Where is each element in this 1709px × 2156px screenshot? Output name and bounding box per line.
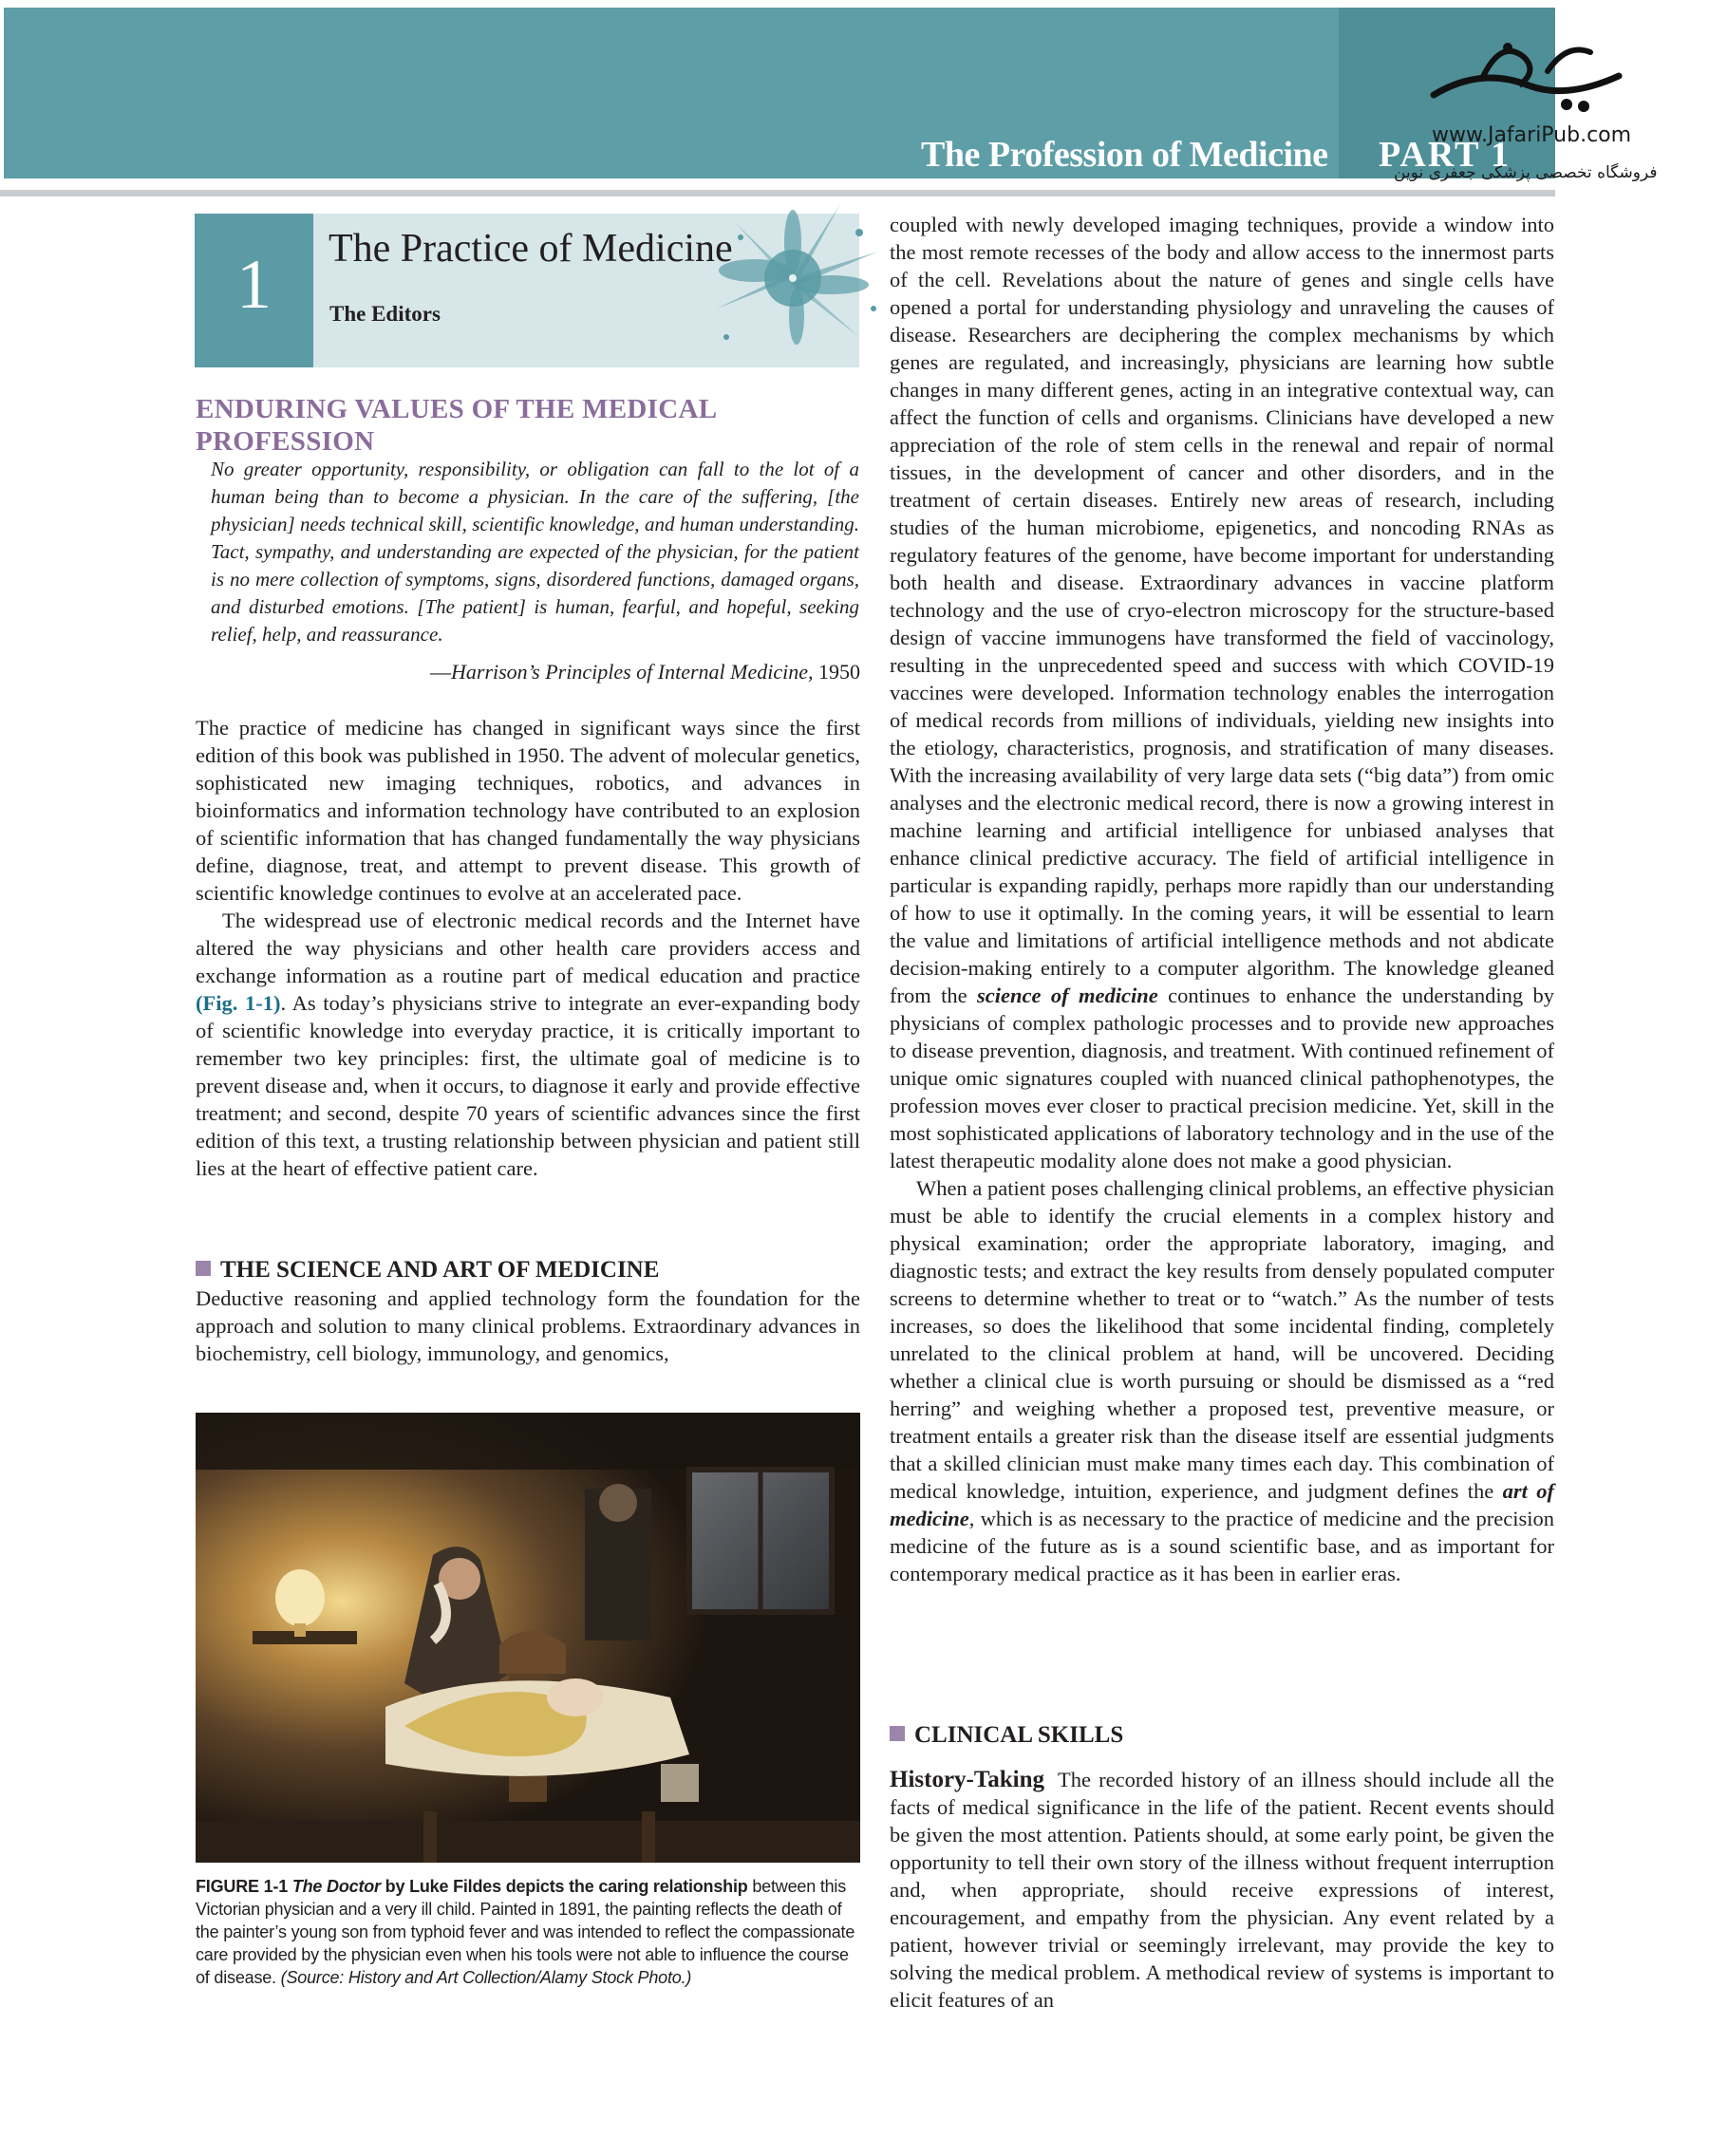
watermark-url: www.JafariPub.com	[1432, 123, 1632, 147]
intro-paragraph-1: The practice of medicine has changed in significant ways since the first edition of this book was published in 1950. The advent of molecular genetics, sophisticated new imaging techniques, robotics, and advances in bioinformatics and information technology have contributed to an explosion of scientific information that has changed fundamentally the way physicians define, diagnose, treat, and attempt to prevent disease. This growth of scientific knowledge continues to evolve at an accelerated pace.	[196, 716, 860, 905]
figure-reference-link[interactable]: (Fig. 1-1)	[196, 991, 281, 1015]
section-heading-clinical-skills	[890, 1721, 1123, 1750]
intro-paragraph-2	[196, 907, 860, 1182]
epigraph-source-year: 1950	[813, 660, 860, 684]
science-art-paragraph-1-left: Deductive reasoning and applied technology form the foundation for the approach and solution to many clinical problems. Extraordinary advances in biochemistry, cell biology, immunology, and genomics,	[196, 1286, 860, 1365]
science-art-p1-part-a: coupled with newly developed imaging techniques, provide a window into the most remote recesses of the body and allow access to the innermost parts of the cell. Revelations about the nature of genes and single cells have opened a portal for understanding physiology and unraveling the causes of disease. Researchers are deciphering the complex mechanisms by which genes are regulated, and increasingly, physicians are learning how subtle changes in many different genes, acting in an integrative contextual way, can affect the function of cells and organisms. Clinicians have developed a new appreciation of the role of stem cells in the renewal and repair of normal tissues, in the development of cancer and other disorders, and in the treatment of certain diseases. Entirely new areas of research, including studies of the human microbiome, epigenetics, and noncoding RNAs as regulatory features of the genome, have become important for understanding both health and disease. Extraordinary advances in vaccine platform technology and the use of cryo-electron microscopy for the structure-based design of vaccine immunogens have transformed the field of vaccinology, resulting in the unprecedented speed and success with which COVID-19 vaccines were developed. Information technology enables the interrogation of medical records from millions of individuals, yielding new insights into the etiology, characteristics, prognosis, and stratification of many diseases. With the increasing availability of very large data sets (“big data”) from omic analyses and the electronic medical record, there is now a growing interest in machine learning and artificial intelligence for unbiased analyses that enhance clinical predictive accuracy. The field of artificial intelligence in particular is expanding rapidly, perhaps more rapidly than our understanding of how to use it optimally. In the coming years, it will be essential to learn the value and limitations of artificial intelligence methods and not abdicate decision-making entirely to a computer algorithm. The knowledge gleaned from the	[890, 213, 1554, 1007]
science-art-p2-part-a: When a patient poses challenging clinical problems, an effective physician must be able to identify the crucial elements in a complex history and physical examination; order the appropriate laboratory, imaging, and diagnostic tests; and extract the key results from densely populated computer screens to determine whether to treat or to “watch.” As the number of tests increases, so does the likelihood that some incidental finding, completely unrelated to the clinical problem at hand, will be uncovered. Deciding whether a clinical clue is worth pursuing or should be dismissed as a “red herring” and weighing whether a proposed test, preventive measure, or treatment entails a greater risk than the disease itself are essential judgments that a skilled clinician must make many times each day. This combination of medical knowledge, intuition, experience, and judgment defines the	[890, 1176, 1554, 1503]
epigraph-source-title: Harrison’s Principles of Internal Medicine,	[451, 660, 814, 684]
figure-title-italic: The Doctor	[291, 1877, 381, 1896]
chapter-author: The Editors	[329, 302, 441, 326]
history-taking-runin-heading: History-Taking	[890, 1767, 1045, 1792]
science-of-medicine-term: science of medicine	[977, 984, 1158, 1007]
figure-1-1-caption	[196, 1875, 860, 1989]
section-square-icon	[890, 1726, 905, 1741]
epigraph-dash: —	[430, 660, 451, 684]
science-art-p1-part-b: continues to enhance the understanding by physicians of complex pathologic processes and to provide new approaches to disease prevention, diagnosis, and treatment. With continued refinement of unique omic signatures coupled with nuanced clinical pathophenotypes, the profession moves ever closer to practical precision medicine. Yet, skill in the most sophisticated applications of laboratory technology and in the use of the latest therapeutic modality alone does not make a good physician.	[890, 984, 1554, 1172]
science-art-right-text	[890, 211, 1554, 1587]
watermark-store-name: فروشگاه تخصصی پزشکی جعفری نوین	[1394, 163, 1658, 182]
figure-1-1-painting	[196, 1413, 860, 1863]
intro-text	[196, 714, 860, 1182]
ink-splash-decoration	[698, 195, 888, 366]
figure-label: FIGURE 1-1	[196, 1877, 289, 1896]
art-of-medicine-term: art of medicine	[890, 1479, 1555, 1530]
section-heading-science-art-label: THE SCIENCE AND ART OF MEDICINE	[220, 1257, 660, 1283]
chapter-title: The Practice of Medicine	[329, 227, 733, 271]
the-doctor-painting-image	[196, 1413, 860, 1863]
epigraph-source	[196, 658, 860, 685]
section-heading-enduring-values: ENDURING VALUES OF THE MEDICAL PROFESSION	[196, 394, 716, 457]
history-taking-text: The recorded history of an illness should include all the facts of medical significance in the life of the patient. Recent events should be given the most attention. Patients should, at some early point, be given the opportunity to tell their own story of the illness without frequent interruption and, when appropriate, should receive expressions of interest, encouragement, and empathy from the physician. Any event related by a patient, however trivial or seemingly irrelevant, may provide the key to solving the medical problem. A methodical review of systems is important to elicit features of an	[890, 1768, 1554, 2012]
section-heading-clinical-skills-label: CLINICAL SKILLS	[914, 1722, 1124, 1748]
section-square-icon	[196, 1261, 211, 1276]
watermark-logo	[1424, 28, 1633, 123]
figure-caption-text: between this Victorian physician and a very ill child. Painted in 1891, the painting reflects the death of the painter’s young son from typhoid fever and was intended to reflect the compassionate care provided by the physician even when his tools were not able to influence the course of disease.	[196, 1877, 855, 1987]
science-art-p2-part-b: , which is as necessary to the practice of medicine and the precision medicine of the future as is a sound scientific base, and as important for contemporary medical practice as it has been in earlier eras.	[890, 1507, 1554, 1585]
intro-paragraph-2-part-b: . As today’s physicians strive to integrate an ever-expanding body of scientific knowledge into everyday practice, it is critically important to remember two key principles: first, the ultimate goal of medicine is to prevent disease and, when it occurs, to diagnose it early and provide effective treatment; and second, despite 70 years of scientific advances since the first edition of this text, a trusting relationship between physician and patient still lies at the heart of effective patient care.	[196, 991, 860, 1180]
science-art-paragraph-2	[890, 1174, 1554, 1587]
part-label: PART 1	[1379, 135, 1512, 175]
section-heading-science-art	[196, 1256, 659, 1284]
chapter-number: 1	[195, 214, 313, 367]
svg-text:جعفری: جعفری	[1529, 119, 1531, 120]
science-art-left-text	[196, 1284, 860, 1367]
intro-paragraph-2-part-a: The widespread use of electronic medical records and the Internet have altered the way physicians and other health care providers access and exchange information as a routine part of medical education and practice	[196, 909, 860, 987]
figure-caption-bold: by Luke Fildes depicts the caring relationship	[380, 1877, 748, 1896]
clinical-skills-text	[890, 1766, 1554, 2014]
figure-source: (Source: History and Art Collection/Alamy Stock Photo.)	[280, 1968, 692, 1987]
history-taking-paragraph	[890, 1766, 1554, 2014]
science-art-paragraph-1-right	[890, 211, 1554, 1174]
epigraph-quote: No greater opportunity, responsibility, or obligation can fall to the lot of a human being than to become a physician. In the care of the suffering, [the physician] needs technical skill, scientific knowledge, and human understanding. Tact, sympathy, and understanding are expected of the physician, for the patient is no mere collection of symptoms, signs, disordered functions, damaged organs, and disturbed emotions. [The patient] is human, fearful, and hopeful, seeking relief, help, and reassurance.	[211, 458, 859, 646]
part-title: The Profession of Medicine	[921, 135, 1328, 175]
